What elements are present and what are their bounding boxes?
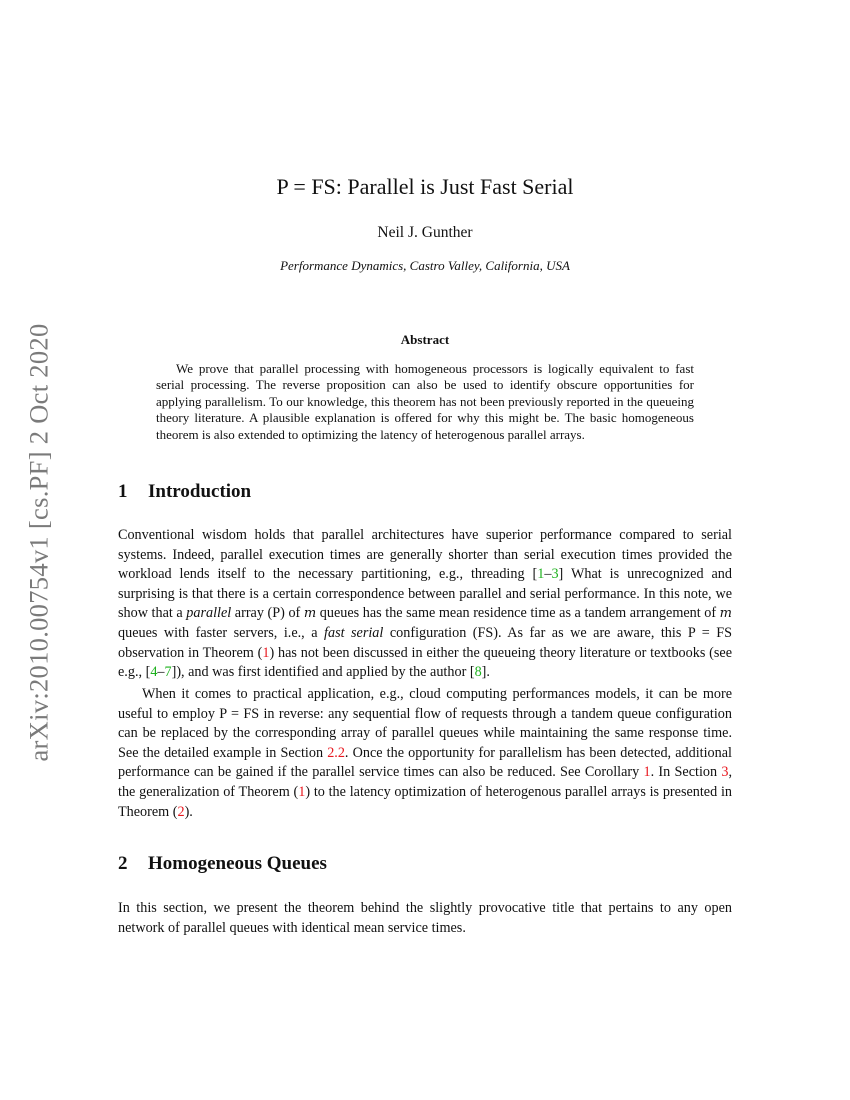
corollary-ref-link[interactable]: 1 [643,764,651,781]
text-run: queues has the same mean residence time as a tandem arrangement of [316,605,720,622]
text-run: ]), and was first identified and applied by the author [ [171,664,475,681]
citation-link[interactable]: 4 [150,664,158,681]
text-run: array (P) of [231,605,304,622]
text-run: . In Section [650,764,722,781]
arxiv-side-label [22,310,56,775]
theorem-ref-link[interactable]: 1 [298,783,306,800]
theorem-ref-link[interactable]: 1 [262,644,270,661]
text-run: ]. [481,664,490,681]
emphasis: fast serial [324,624,384,641]
text-run: . Once the opportunity for parallelism has been detected, additional performance can be gained if the parallel service times can also be reduced. See Corollary [118,744,732,781]
section-heading-introduction [118,481,251,503]
emphasis: parallel [186,605,232,622]
text-run: – [157,664,165,681]
citation-link[interactable]: 1 [537,566,545,583]
citation-link[interactable]: 7 [164,664,172,681]
section-title: Introduction [148,481,252,502]
intro-paragraph-2 [118,685,732,822]
math-var: m [303,606,317,622]
text-run: queues with faster servers, i.e., a [118,624,325,641]
arxiv-identifier: arXiv:2010.00754v1 [cs.PF] 2 Oct 2020 [23,323,54,762]
theorem-ref-link[interactable]: 2 [177,803,185,820]
text-run: configuration (FS). As far as we are aware, this P = FS observation in Theorem ( [118,624,733,661]
citation-link[interactable]: 3 [551,566,559,583]
citation-link[interactable]: 8 [474,664,482,681]
text-run: – [544,566,552,583]
text-run: , the generalization of Theorem ( [118,764,733,800]
section-title: Homogeneous Queues [148,853,327,874]
abstract-text: We prove that parallel processing with homogeneous processors is logically equivalent to fast serial processing. The reverse proposition can also be used to identify obscure opportunities for applying parallelism. To our knowledge, this theorem has not been previously reported in the queueing theory literature. A plausible explanation is offered for why this might be. The basic homogeneous theorem is also extended to optimizing the latency of heterogenous parallel arrays. [156,361,694,442]
text-run: When it comes to practical application, e.g., cloud computing performances models, it can be more useful to employ P = FS in reverse: any sequential flow of requests through a tandem queue configuration can be replaced by the corresponding array of parallel queues while maintaining the same response time. See the detailed example in Section [118,686,732,761]
math-var: m [719,606,732,622]
abstract-heading: Abstract [400,332,450,347]
author-name: Neil J. Gunther [377,224,473,241]
section-ref-link[interactable]: 3 [721,764,729,781]
paper-title: P = FS: Parallel is Just Fast Serial [276,174,574,199]
text-run: ). [184,803,193,820]
text-run: ) to the latency optimization of heterogenous parallel arrays is presented in Theorem ( [118,783,732,820]
intro-paragraph-1 [118,526,732,683]
section-number: 1 [118,481,128,502]
author-affiliation: Performance Dynamics, Castro Valley, California, USA [280,258,570,273]
section2-paragraph-1: In this section, we present the theorem behind the slightly provocative title that pertains to any open network of parallel queues with identical mean service times. [118,900,732,936]
section-heading-homogeneous-queues [118,853,327,875]
text-run: ) has not been discussed in either the queueing theory literature or textbooks (see e.g., [ [118,644,733,681]
section-number: 2 [118,853,128,874]
section-ref-link[interactable]: 2.2 [327,744,345,761]
text-run: ] What is unrecognized and surprising is that there is a certain correspondence between parallel and serial performance. In this note, we show that a [118,566,732,622]
text-run: Conventional wisdom holds that parallel architectures have superior performance compared to serial systems. Indeed, parallel execution times are generally shorter than serial execution times provided the workload lends itself to the necessary partitioning, e.g., threading [ [118,527,732,583]
